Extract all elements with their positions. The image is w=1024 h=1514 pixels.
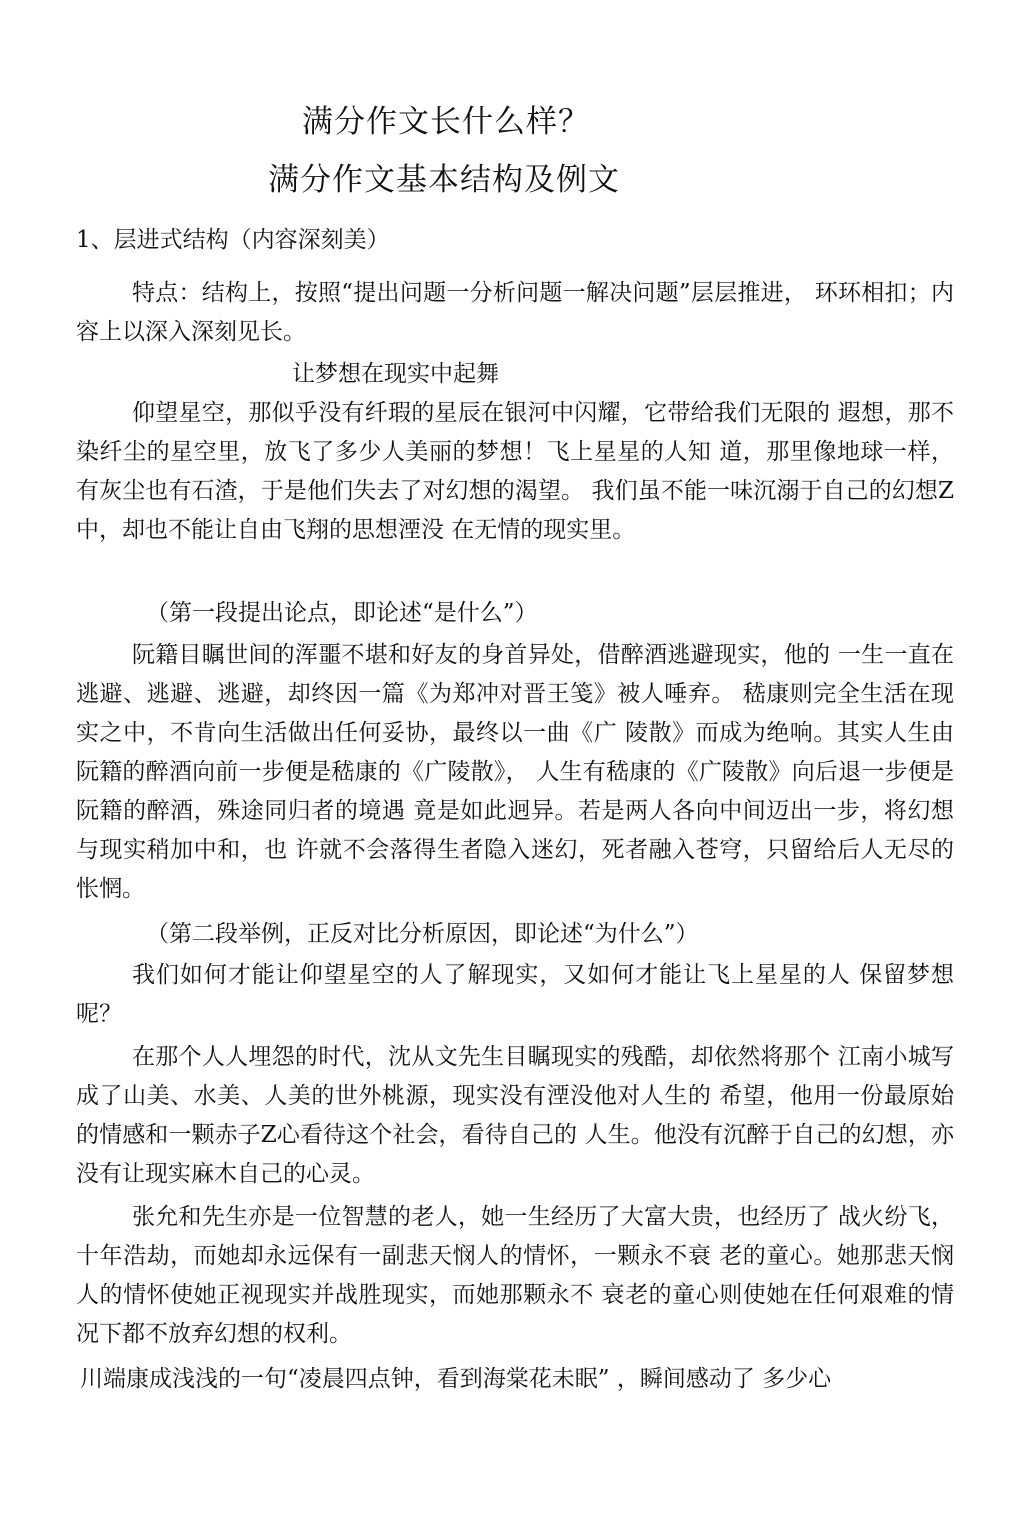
body-paragraph-2: 阮籍目瞩世间的浑噩不堪和好友的身首异处，借醉酒逃避现实，他的 一生一直在逃避、逃避、逃避，却终因一篇《为郑冲对晋王笺》被人唾弃。 嵇康则完全生活在现实之中，不肯向生活做出任何妥协，最终以一曲《广 陵散》而成为绝响。其实人生由阮籍的醉酒向前一步便是嵇康的《广陵散》， 人生有嵇康的《广陵散》向后退一步便是阮籍的醉酒，殊途同归者的境遇 竟是如此迥异。若是两人各向中间迈出一步，将幻想与现实稍加中和，也 许就不会落得生者隐入迷幻，死者融入苍穹，只留给后人无尽的怅惘。 (76, 642, 954, 902)
body-paragraph-4: 在那个人人埋怨的时代，沈从文先生目瞩现实的残酷，却依然将那个 江南小城写成了山美、水美、人美的世外桃源，现实没有湮没他对人生的 希望，他用一份最原始的情感和一颗赤子Z心看待这个社会，看待自己的 人生。他没有沉醉于自己的幻想，亦没有让现实麻木自己的心灵。 (76, 1044, 954, 1187)
body-paragraph-3: 我们如何才能让仰望星空的人了解现实，又如何才能让飞上星星的人 保留梦想呢？ (76, 962, 954, 1027)
document-subtitle: 满分作文基本结构及例文 (268, 162, 620, 198)
article-title: 让梦想在现实中起舞 (292, 361, 499, 387)
annotation-note-2: （第二段举例，正反对比分析原因，即论述“为什么”） (146, 921, 699, 947)
body-paragraph-5: 张允和先生亦是一位智慧的老人，她一生经历了大富大贵，也经历了 战火纷飞，十年浩劫，而她却永远保有一副悲天悯人的情怀，一颗永不衰 老的童心。她那悲天悯人的情怀使她正视现实并战胜现实，而她那颗永不 衰老的童心则使她在任何艰难的情况下都不放弃幻想的权利。 (76, 1204, 954, 1347)
document-title: 满分作文长什么样？ (302, 104, 590, 140)
section-heading: 1、层进式结构（内容深刻美） (76, 227, 390, 253)
annotation-note-1: （第一段提出论点，即论述“是什么”） (146, 600, 538, 626)
body-paragraph-6: 川端康成浅浅的一句“凌晨四点钟，看到海棠花未眠” ，瞬间感动了 多少心 (80, 1366, 832, 1392)
feature-paragraph: 特点：结构上，按照“提出问题一分析问题一解决问题”层层推进， 环环相扣；内容上以深入深刻见长。 (76, 280, 954, 345)
body-paragraph-1: 仰望星空，那似乎没有纤瑕的星辰在银河中闪耀，它带给我们无限的 遐想，那不染纤尘的星空里，放飞了多少人美丽的梦想！飞上星星的人知 道，那里像地球一样，有灰尘也有石渣，于是他们失去了对幻想的渴望。 我们虽不能一味沉溺于自己的幻想Z中，却也不能让自由飞翔的思想湮没 在无情的现实里。 (76, 400, 954, 543)
